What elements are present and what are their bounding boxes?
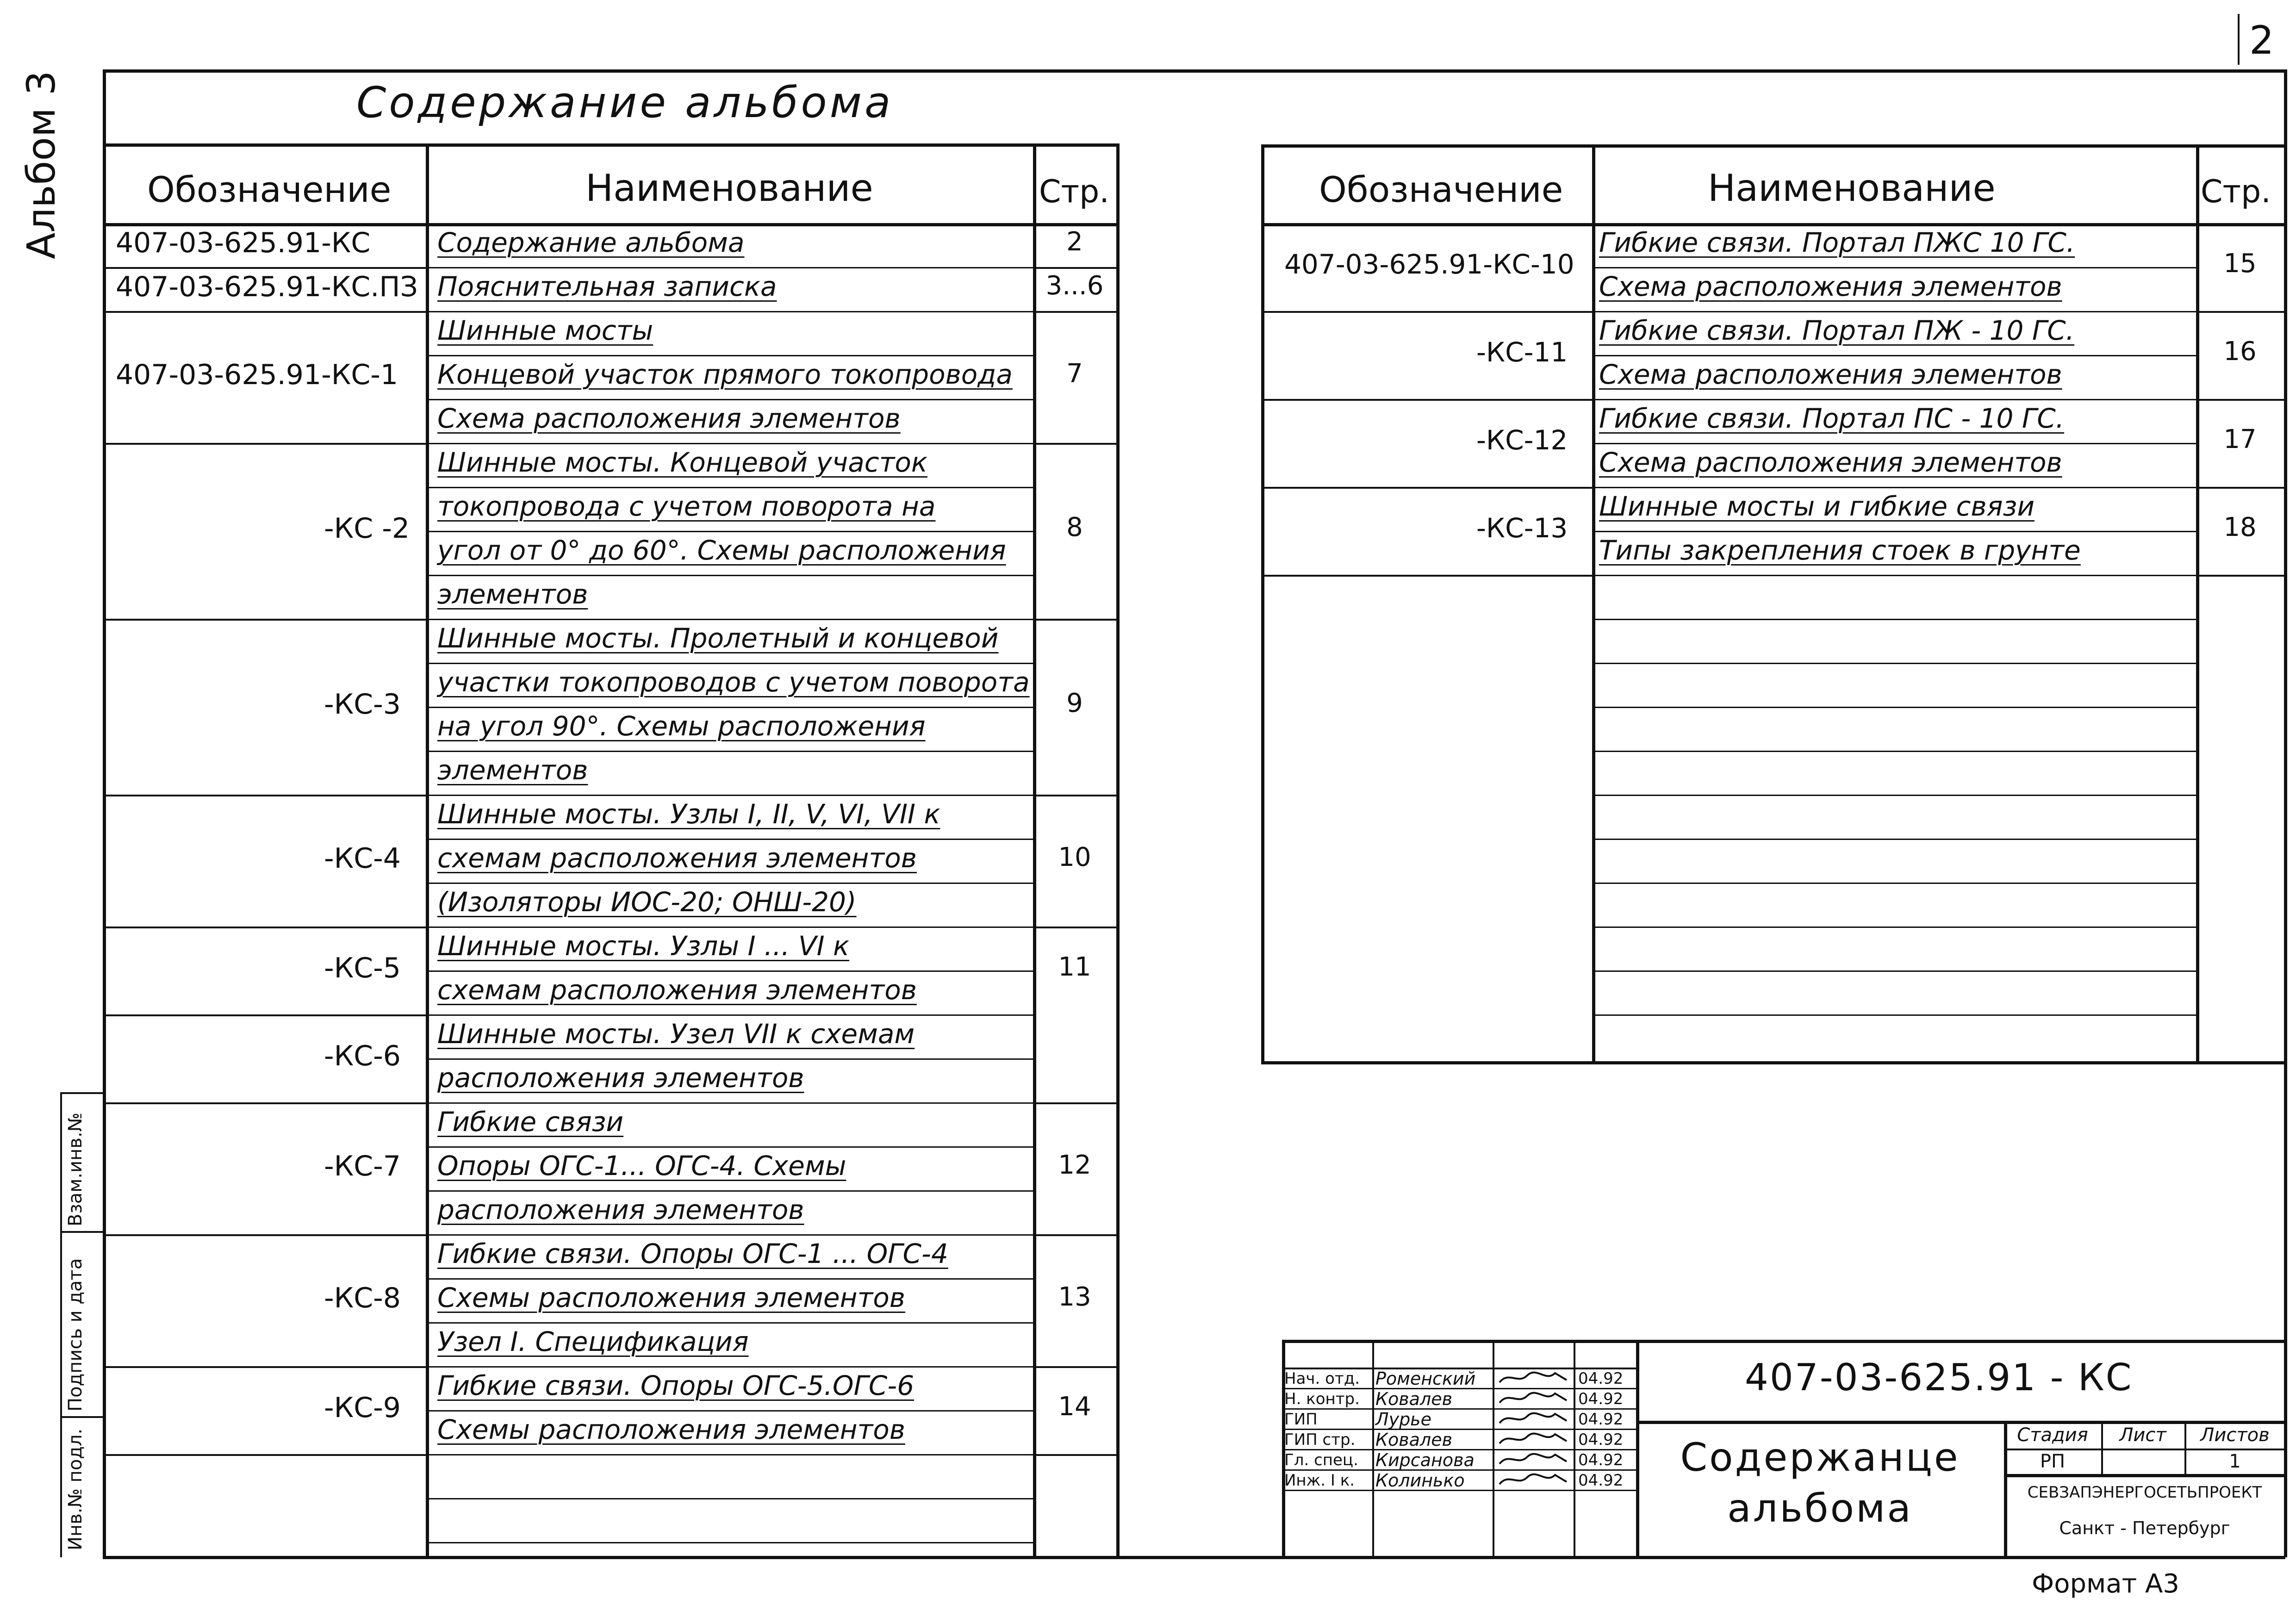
right-row-line-rule <box>1592 575 2196 576</box>
right-row-separator <box>1261 575 1592 577</box>
left-row-designation: 407-03-625.91-КС <box>116 226 371 259</box>
signature-row-rule <box>1282 1388 1636 1389</box>
left-row-name-line: Схемы расположения элементов <box>437 1282 905 1313</box>
left-row-designation: -КС-4 <box>324 842 401 875</box>
left-row-line-rule <box>426 575 1033 576</box>
left-row-line-rule <box>426 707 1033 708</box>
left-row-name-line: Схемы расположения элементов <box>437 1414 905 1445</box>
right-empty-rule <box>1592 883 2196 884</box>
left-page-separator <box>1033 443 1118 445</box>
left-row-name-line: Концевой участок прямого токопровода <box>437 359 1013 390</box>
left-row-name-line: токопровода с учетом поворота на <box>437 491 936 522</box>
right-row-name-line: Гибкие связи. Портал ПЖ - 10 ГС. <box>1599 315 2075 346</box>
left-row-separator <box>103 1366 426 1368</box>
signature-date: 04.92 <box>1578 1471 1624 1490</box>
right-row-designation: -КС-12 <box>1476 424 1568 456</box>
right-row-name-line: Схема расположения элементов <box>1599 447 2062 478</box>
left-row-name-line: элементов <box>437 754 588 786</box>
signature-role: Гл. спец. <box>1284 1451 1358 1469</box>
signature-name: Ковалев <box>1375 1430 1452 1450</box>
left-row-page: 8 <box>1066 512 1083 542</box>
right-empty-rule <box>1592 795 2196 796</box>
signature-name: Роменский <box>1375 1368 1476 1389</box>
right-row-separator <box>1261 311 1592 313</box>
left-row-page: 10 <box>1058 842 1091 872</box>
signature-mark <box>1497 1368 1571 1387</box>
right-row-name-line: Гибкие связи. Портал ПЖС 10 ГС. <box>1599 227 2075 258</box>
left-row-designation: 407-03-625.91-КС-1 <box>116 358 398 391</box>
sheet-number: 2 <box>2249 18 2274 63</box>
left-row-line-rule <box>426 619 1033 620</box>
left-row-name-line: Шинные мосты. Узлы I ... VI к <box>437 930 850 962</box>
side-stamp-label-signature: Подпись и дата <box>65 1258 86 1412</box>
left-row-line-rule <box>426 883 1033 884</box>
signature-row-rule <box>1282 1429 1636 1430</box>
left-row-designation: -КС-3 <box>324 688 401 721</box>
right-row-page: 16 <box>2223 336 2257 367</box>
left-row-name-line: Шинные мосты. Пролетный и концевой <box>437 622 999 654</box>
left-empty-rule <box>426 1542 1033 1543</box>
left-row-name-line: (Изоляторы ИОС-20; ОНШ-20) <box>437 886 857 918</box>
left-row-separator <box>103 927 426 928</box>
stage-value: РП <box>2040 1451 2066 1472</box>
left-row-name-line: Опоры ОГС-1... ОГС-4. Схемы <box>437 1150 846 1181</box>
left-row-separator <box>103 311 426 313</box>
right-empty-rule <box>1592 707 2196 708</box>
left-row-line-rule <box>426 531 1033 532</box>
left-row-separator <box>103 619 426 621</box>
organization: СЕВЗАПЭНЕРГОСЕТЬПРОЕКТ <box>2027 1483 2262 1502</box>
left-row-page: 13 <box>1058 1281 1091 1312</box>
left-row-line-rule <box>426 1410 1033 1412</box>
left-row-separator <box>103 1454 426 1456</box>
signature-mark <box>1497 1430 1571 1448</box>
left-row-designation: -КС -2 <box>324 512 410 545</box>
left-row-separator <box>103 443 426 445</box>
signature-role: ГИП стр. <box>1284 1430 1356 1449</box>
album-side-label: Альбом 3 <box>19 70 64 259</box>
right-row-name-line: Схема расположения элементов <box>1599 359 2062 390</box>
side-stamp-label-replace: Взам.инв.№ <box>65 1112 86 1226</box>
left-row-page: 7 <box>1066 358 1083 389</box>
right-empty-rule <box>1592 927 2196 928</box>
left-row-page: 11 <box>1058 952 1091 982</box>
right-page-separator <box>2196 575 2284 577</box>
right-page-separator <box>2196 311 2284 313</box>
signature-role: Инж. I к. <box>1284 1471 1355 1490</box>
left-row-name-line: расположения элементов <box>437 1194 804 1225</box>
right-row-line-rule <box>1592 355 2196 356</box>
left-row-designation: 407-03-625.91-КС.ПЗ <box>116 270 418 303</box>
right-row-name-line: Типы закрепления стоек в грунте <box>1599 535 2081 566</box>
left-row-line-rule <box>426 1058 1033 1060</box>
left-row-line-rule <box>426 795 1033 796</box>
signature-name: Ковалев <box>1375 1389 1452 1409</box>
right-row-line-rule <box>1592 531 2196 532</box>
left-row-name-line: Шинные мосты. Узел VII к схемам <box>437 1018 915 1050</box>
right-page-separator <box>2196 487 2284 489</box>
left-row-name-line: Гибкие связи <box>437 1106 624 1138</box>
right-row-designation: 407-03-625.91-КС-10 <box>1284 249 1574 280</box>
left-row-page: 3...6 <box>1045 270 1104 301</box>
left-empty-rule <box>426 1498 1033 1499</box>
left-row-line-rule <box>426 1102 1033 1104</box>
left-row-separator <box>103 1234 426 1236</box>
signature-mark <box>1497 1389 1571 1407</box>
left-row-separator <box>103 1014 426 1016</box>
left-row-name-line: Гибкие связи. Опоры ОГС-5.ОГС-6 <box>437 1370 915 1401</box>
signature-date: 04.92 <box>1578 1390 1624 1408</box>
left-header-page: Стр. <box>1039 174 1109 210</box>
left-row-line-rule <box>426 443 1033 444</box>
left-page-separator <box>1033 619 1118 621</box>
left-page-separator <box>1033 1234 1118 1236</box>
left-header-designation: Обозначение <box>147 169 392 210</box>
signature-mark <box>1497 1409 1571 1428</box>
left-page-separator <box>1033 1366 1118 1368</box>
right-page-separator <box>2196 399 2284 401</box>
right-row-separator <box>1261 399 1592 401</box>
signature-row-rule <box>1282 1490 1636 1491</box>
left-row-designation: -КС-7 <box>324 1150 401 1182</box>
stage-header: Стадия <box>2017 1424 2088 1446</box>
right-row-line-rule <box>1592 487 2196 488</box>
sheet-title-line1: Содержанце <box>1680 1435 1960 1480</box>
left-row-line-rule <box>426 1146 1033 1148</box>
left-row-designation: -КС-8 <box>324 1281 401 1314</box>
signature-date: 04.92 <box>1578 1369 1624 1388</box>
signature-name: Колинько <box>1375 1470 1465 1491</box>
left-row-name-line: Шинные мосты <box>437 315 653 346</box>
side-stamp-label-inventory: Инв.№ подл. <box>65 1428 86 1550</box>
left-row-designation: -КС-5 <box>324 952 401 984</box>
left-row-name-line: Гибкие связи. Опоры ОГС-1 ... ОГС-4 <box>437 1238 948 1269</box>
left-row-line-rule <box>426 487 1033 488</box>
left-page-separator <box>1033 927 1118 928</box>
left-header-name: Наименование <box>585 167 873 210</box>
right-row-line-rule <box>1592 267 2196 268</box>
signature-mark <box>1497 1470 1571 1489</box>
left-row-name-line: Шинные мосты. Узлы I, II, V, VI, VII к <box>437 798 940 830</box>
left-row-line-rule <box>426 267 1033 268</box>
left-row-line-rule <box>426 839 1033 840</box>
right-header-designation: Обозначение <box>1319 169 1563 210</box>
right-row-name-line: Шинные мосты и гибкие связи <box>1599 491 2035 522</box>
right-row-name-line: Схема расположения элементов <box>1599 271 2062 302</box>
signature-name: Кирсанова <box>1375 1450 1475 1470</box>
right-row-page: 17 <box>2223 424 2257 454</box>
left-row-line-rule <box>426 1366 1033 1368</box>
left-row-page: 14 <box>1058 1392 1091 1422</box>
left-row-name-line: Содержание альбома <box>437 227 745 258</box>
left-row-designation: -КС-6 <box>324 1040 401 1072</box>
sheet-header: Лист <box>2119 1424 2166 1446</box>
left-row-name-line: схемам расположения элементов <box>437 842 917 874</box>
document-code: 407-03-625.91 - КС <box>1745 1356 2133 1399</box>
left-row-line-rule <box>426 355 1033 356</box>
left-row-name-line: на угол 90°. Схемы расположения <box>437 710 926 742</box>
right-empty-rule <box>1592 970 2196 972</box>
left-page-separator <box>1033 1102 1118 1104</box>
left-row-line-rule <box>426 1234 1033 1236</box>
left-row-separator <box>103 1102 426 1104</box>
left-row-page: 9 <box>1066 688 1083 718</box>
right-empty-rule <box>1592 663 2196 664</box>
sheets-header: Листов <box>2200 1424 2270 1446</box>
left-row-line-rule <box>426 1190 1033 1192</box>
signature-role: Нач. отд. <box>1284 1369 1360 1388</box>
title-underline <box>103 143 1118 147</box>
left-page-separator <box>1033 795 1118 796</box>
right-empty-rule <box>1592 839 2196 840</box>
signature-role: Н. контр. <box>1284 1390 1360 1408</box>
left-row-name-line: элементов <box>437 578 588 610</box>
left-row-name-line: расположения элементов <box>437 1062 804 1094</box>
left-row-designation: -КС-9 <box>324 1392 401 1424</box>
signature-role: ГИП <box>1284 1410 1318 1429</box>
left-row-name-line: Схема расположения элементов <box>437 403 901 434</box>
signature-date: 04.92 <box>1578 1430 1624 1449</box>
right-empty-rule <box>1592 1014 2196 1016</box>
left-row-name-line: участки токопроводов с учетом поворота <box>437 666 1030 698</box>
left-page-separator <box>1033 1454 1118 1456</box>
signature-row-rule <box>1282 1408 1636 1410</box>
left-row-page: 2 <box>1066 226 1083 257</box>
right-row-line-rule <box>1592 399 2196 400</box>
sheet-title-line2: альбома <box>1727 1486 1913 1531</box>
signature-mark <box>1497 1450 1571 1468</box>
left-row-line-rule <box>426 1014 1033 1016</box>
left-row-line-rule <box>426 1322 1033 1324</box>
left-row-line-rule <box>426 970 1033 972</box>
right-header-name: Наименование <box>1708 167 1996 210</box>
format-label: Формат А3 <box>2032 1569 2179 1599</box>
left-row-line-rule <box>426 399 1033 400</box>
left-row-name-line: Пояснительная записка <box>437 271 777 302</box>
right-row-designation: -КС-13 <box>1476 512 1568 544</box>
left-row-name-line: угол от 0° до 60°. Схемы расположения <box>437 535 1006 566</box>
right-row-separator <box>1261 487 1592 489</box>
left-row-line-rule <box>426 927 1033 928</box>
left-row-line-rule <box>426 751 1033 752</box>
right-row-page: 15 <box>2223 249 2257 279</box>
left-row-line-rule <box>426 663 1033 664</box>
left-row-line-rule <box>426 1454 1033 1455</box>
sheets-value: 1 <box>2229 1451 2241 1472</box>
right-header-page: Стр. <box>2201 174 2271 210</box>
signature-name: Лурье <box>1375 1409 1431 1430</box>
right-row-designation: -КС-11 <box>1476 336 1568 368</box>
album-title: Содержание альбома <box>356 78 894 127</box>
right-empty-rule <box>1592 751 2196 752</box>
left-page-separator <box>1033 311 1118 313</box>
left-row-line-rule <box>426 1278 1033 1280</box>
signature-date: 04.92 <box>1578 1451 1624 1469</box>
left-row-separator <box>103 267 426 269</box>
right-row-line-rule <box>1592 443 2196 444</box>
left-row-line-rule <box>426 311 1033 312</box>
left-row-name-line: Шинные мосты. Концевой участок <box>437 447 927 478</box>
right-empty-rule <box>1592 619 2196 620</box>
left-page-separator <box>1033 267 1118 269</box>
signature-date: 04.92 <box>1578 1410 1624 1429</box>
left-row-separator <box>103 795 426 796</box>
right-row-name-line: Гибкие связи. Портал ПС - 10 ГС. <box>1599 403 2065 434</box>
right-row-page: 18 <box>2223 512 2257 542</box>
left-row-name-line: схемам расположения элементов <box>437 974 917 1006</box>
left-row-page: 12 <box>1058 1150 1091 1180</box>
city: Санкт - Петербург <box>2059 1518 2230 1538</box>
left-row-name-line: Узел I. Спецификация <box>437 1326 749 1357</box>
right-row-line-rule <box>1592 311 2196 312</box>
